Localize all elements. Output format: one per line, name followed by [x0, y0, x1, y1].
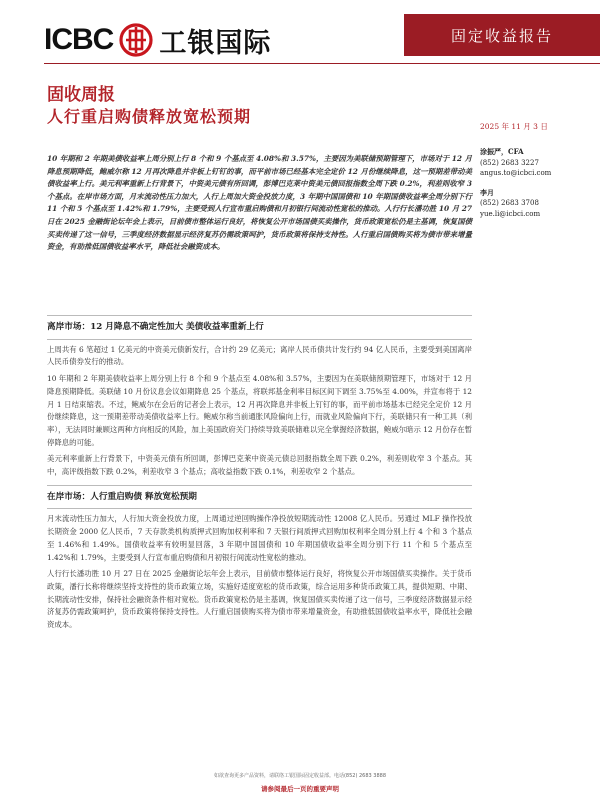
section-heading-offshore: 离岸市场：12 月降息不确定性加大 美债收益率重新上行 — [47, 322, 264, 332]
report-subtitle: 人行重启购债释放宽松预期 — [47, 107, 252, 126]
report-title: 固收周报 — [47, 85, 115, 105]
company-logo — [44, 18, 271, 62]
body-paragraph: 上周共有 6 笔超过 1 亿美元的中资美元债新发行，合计约 29 亿美元；离岸人民币债共计发行约 94 亿人民币，主要受到美国离岸人民币债券发行的推动。 — [47, 344, 472, 367]
icbc-emblem-icon — [119, 23, 153, 57]
report-type-banner: 固定收益报告 — [404, 14, 600, 56]
analyst-phone: (852) 2683 3708 — [480, 199, 539, 207]
analyst-card — [480, 147, 590, 179]
logo-chinese-name: 工银国际 — [159, 27, 272, 59]
header-divider — [44, 63, 600, 64]
footer-contact-note: 如欲查询更多产品资料，请联络工银国际固定收益部。电话(852) 2683 3888 — [213, 773, 387, 779]
report-date: 2025 年 11 月 3 日 — [480, 122, 548, 131]
analyst-name: 李月 — [480, 187, 494, 197]
section-divider — [47, 315, 472, 316]
section-divider — [47, 485, 472, 486]
analyst-email[interactable]: angus.to@icbci.com — [480, 169, 552, 177]
section-heading-onshore: 在岸市场：人行重启购债 释放宽松预期 — [47, 491, 197, 502]
body-paragraph: 10 年期和 2 年期美债收益率上周分别上行 8 个和 9 个基点至 4.08%和 3.57%，主要因为在美联储预期管理下，市场对于 12 月降息预期降低。美联储 10 月份议息会议如期降息 25 个基点，将联邦基金利率目标区间下调至 3.75%至 4.00%，并宣布将于 12 月 1 日结束缩表。不过，鲍威尔在会后的记者会上表示，12 月再次降息并非板上钉钉的事，而平前市场基本已经完全定价 12 月份继续降息，这一预期差带动美债收益率上行。鲍威尔称当前通胀风险偏向上行，而就业风险偏向下行，美联储只有一种工具（利率），无法同时兼顾这两种方向相反的风险，加上美国政府关门持续导致美联储难以完全掌握经济数据，鲍威尔暗示 12 月份存在暂停降息的可能。 — [47, 374, 472, 447]
section-divider — [47, 508, 472, 509]
analyst-email[interactable]: yue.li@icbci.com — [480, 209, 541, 218]
analyst-card — [480, 188, 590, 220]
body-paragraph: 月末流动性压力加大，人行加大资金投放力度，上周通过逆回购操作净投放短期流动性 12008 亿人民币。另通过 MLF 操作投放长期资金 2000 亿人民币，7 天存款类机构质押式回购加权利率和 7 天银行间质押式回购加权利率全周分别上行 4 个和 3 个基点至 1.46%和 1.49%。国债收益率有较明显回落，3 年期中国国债和 10 年期国债收益率全周分别下行 11 个和 5 个基点至 1.42%和 1.79%，主要受到人行宣布重启购债和月初银行间流动性宽松的推动。 — [47, 514, 472, 562]
report-body — [47, 312, 472, 632]
body-paragraph: 美元利率重新上行背景下，中资美元债有所回调，彭博巴克莱中资美元债总回报指数全周下跌 0.2%，利差则收窄 3 个基点。其中，高评级指数下跌 0.2%，利差收窄 3 个基点；高收益指数下跌 0.1%，利差收窄 2 个基点。 — [47, 454, 472, 477]
logo-icbc-text: ICBC — [44, 23, 114, 56]
analyst-contacts — [480, 147, 590, 228]
body-paragraph: 人行行长潘功胜 10 月 27 日在 2025 金融街论坛年会上表示，目前债市整体运行良好，将恢复公开市场国债买卖操作。关于货币政策，潘行长称将继续坚持支持性的货币政策立场，实施好适度宽松的货币政策，综合运用多种货币政策工具，提供短期、中期、长期流动性安排，保持社会融资条件相对宽松。货币政策宽松仍是主基调，恢复国债买卖传递了这一信号，三季度经济数据显示经济复苏仍需政策呵护，货币政策将保持支持性。人行重启国债购买将为债市带来增量资金，有助推低国债收益率水平，降低社会融资成本。 — [47, 569, 472, 630]
section-divider — [47, 339, 472, 340]
executive-summary: 10 年期和 2 年期美债收益率上周分别上行 8 个和 9 个基点至 4.08%和 3.57%，主要因为美联储预期管理下，市场对于 12 月降息预期降低，鲍威尔称 12 月再次降息并非板上钉钉的事，而平前市场已经基本完全定价 12 月份继续降息，这一预期差带动美债收益率上行。美元利率重新上行背景下，中资美元债有所回调，彭博巴克莱中资美元债回报指数全周下跌 0.2%，利差则收窄 3 个基点。在岸市场方面，月末流动性压力加大，人行上周加大资金投放力度，3 年期中国国债和 10 年期国债收益率全周分别下行 11 个和 5 个基点至 1.42%和 1.79%，主要受到人行宣布重启购债和月初银行间流动性宽松的推动。人行行长潘功胜 10 月 27 日在 2025 金融街论坛年会上表示，目前债市整体运行良好，将恢复公开市场国债买卖操作，货币政策宽松仍是主基调，恢复国债买卖传递了这一信号，三季度经济数据显示经济复苏仍需政策呵护，货币政策将保持支持性。人行重启国债购买将为债市带来增量资金，有助推低国债收益率水平，降低社会融资成本。 — [47, 154, 472, 252]
disclaimer-link[interactable]: 请参阅最后一页的重要声明 — [261, 785, 339, 793]
analyst-phone: (852) 2683 3227 — [480, 158, 539, 167]
analyst-name: 涂振严，CFA — [480, 147, 524, 156]
